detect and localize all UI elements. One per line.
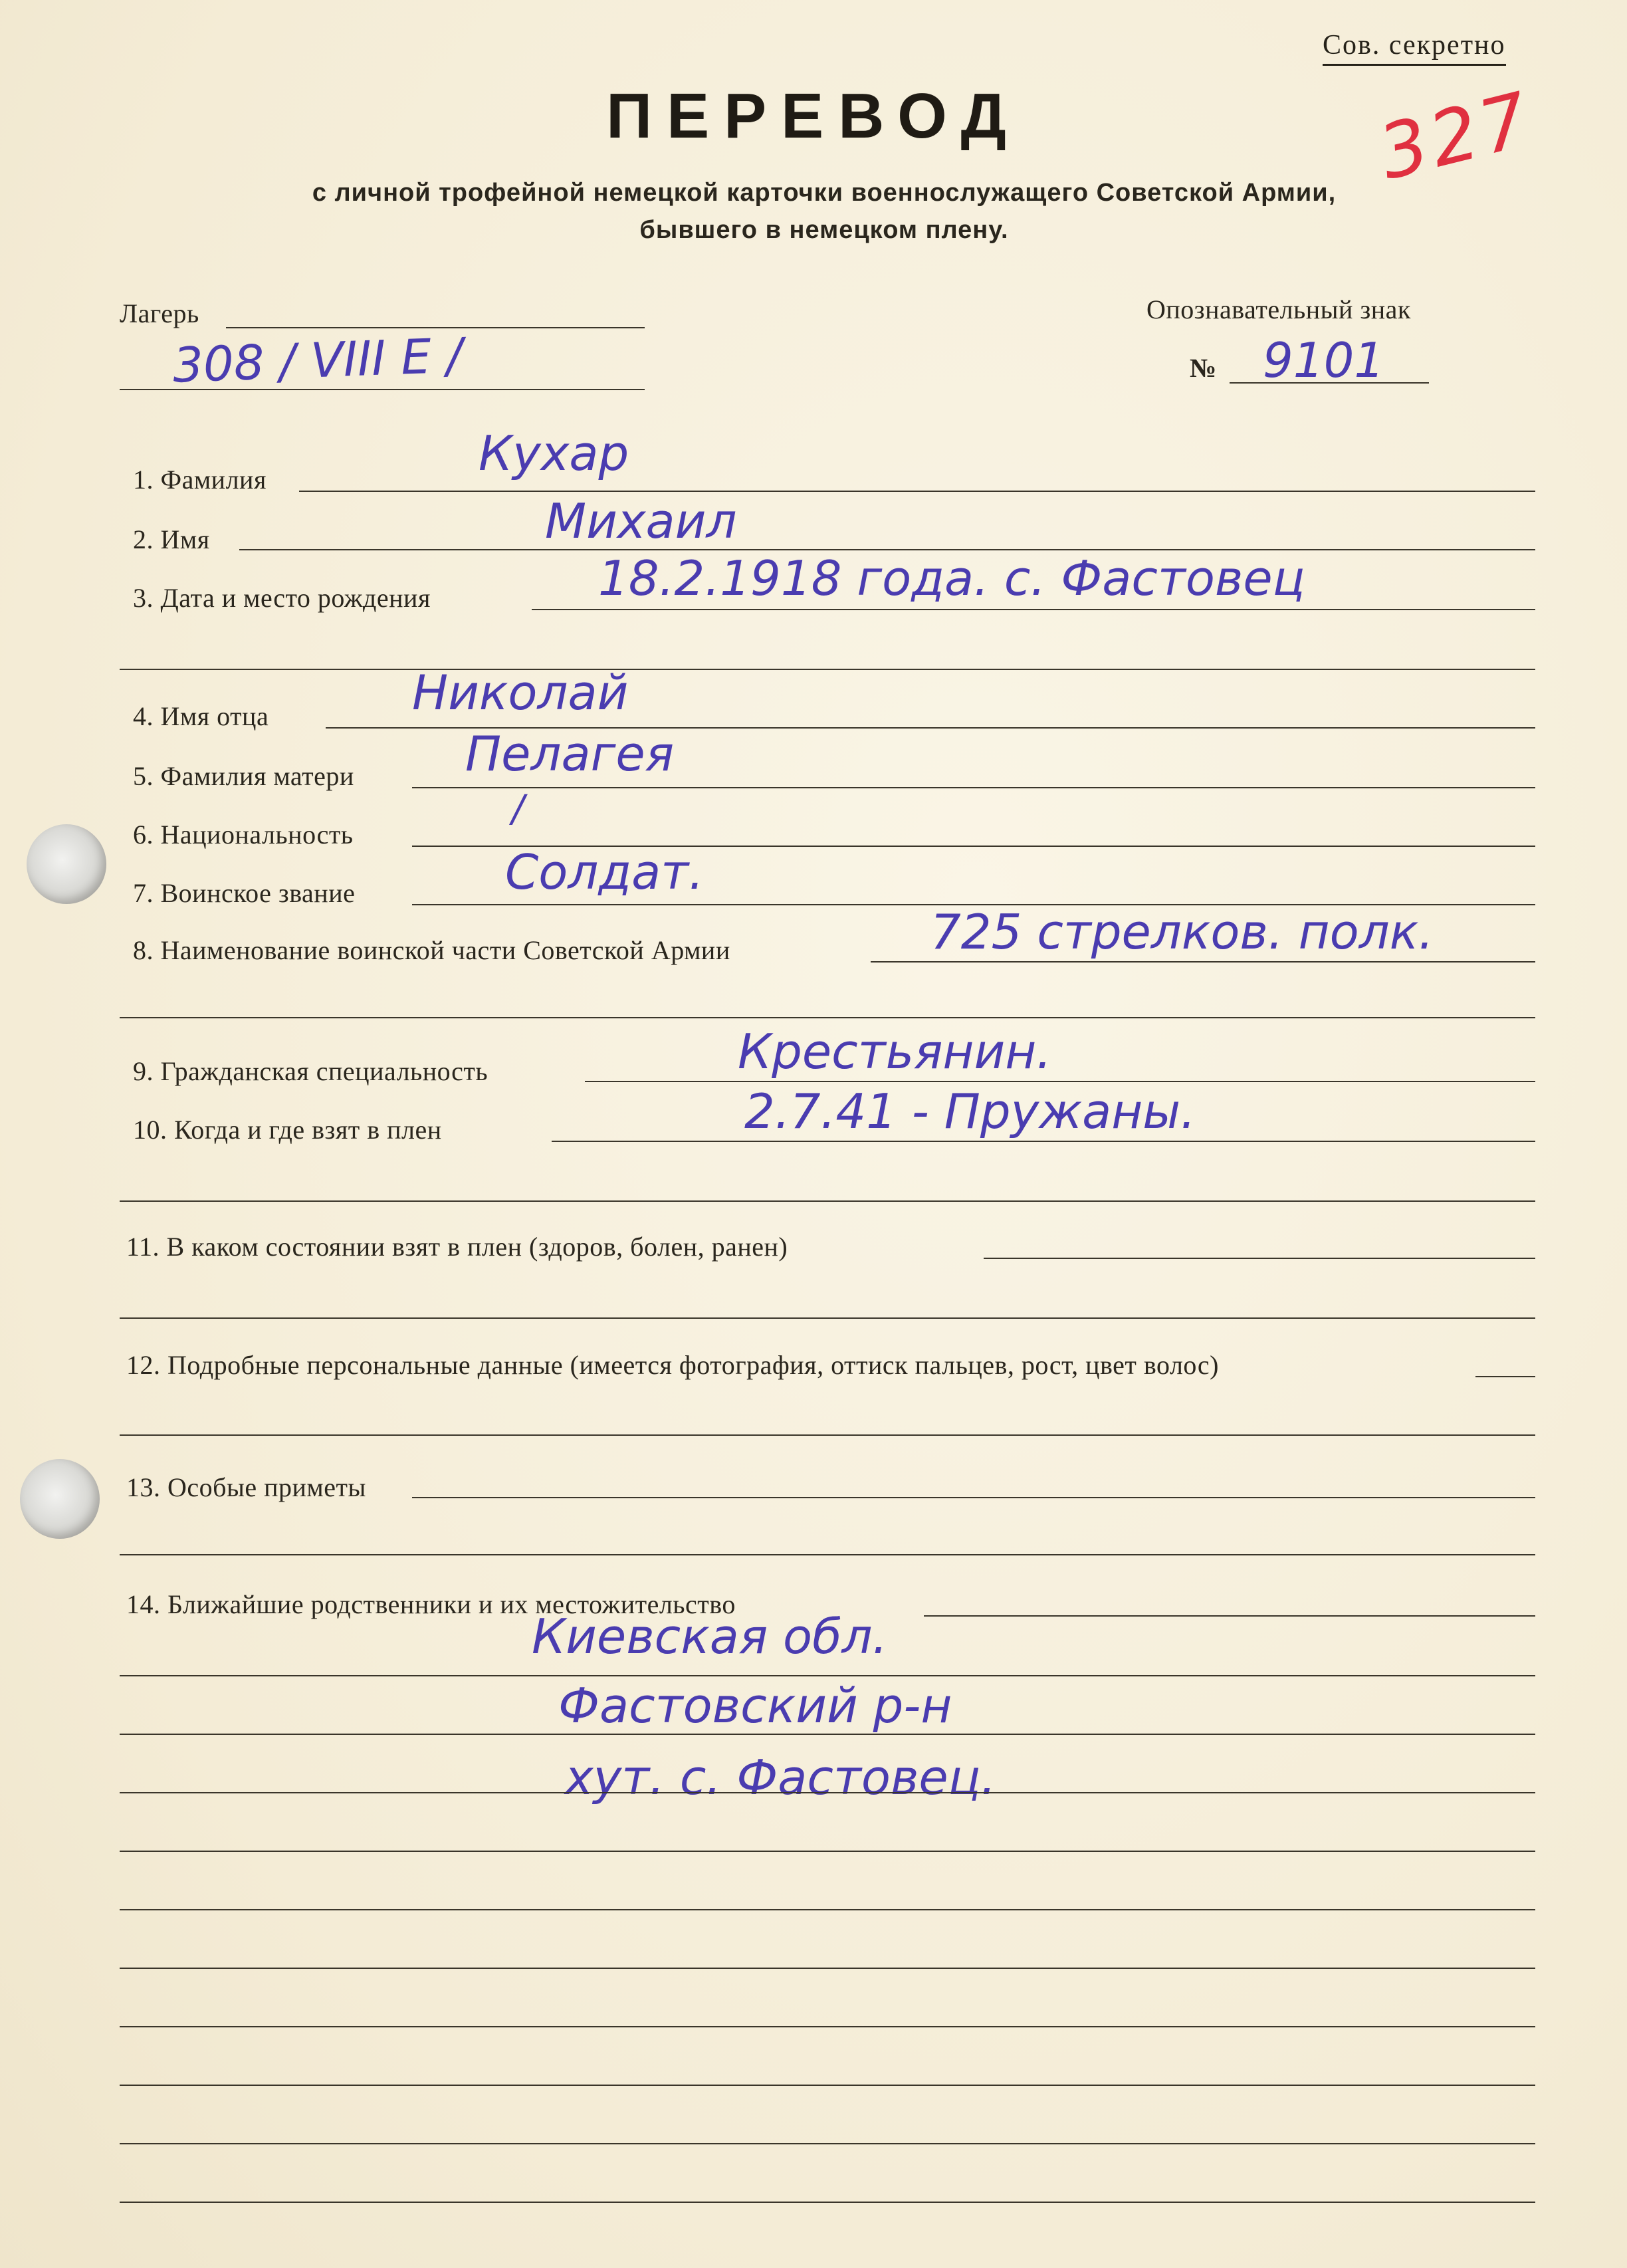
field-line (120, 1968, 1535, 1969)
father-name-value: Николай (412, 665, 629, 721)
field-line (412, 1497, 1535, 1498)
field-label: 7. Воинское звание (133, 878, 356, 908)
subtitle-line: с личной трофейной немецкой карточки военнослужащего Советской Армии, (312, 179, 1337, 207)
relatives-line: хут. с. Фастовец. (565, 1750, 996, 1805)
field-line (585, 1081, 1535, 1082)
field-line (120, 669, 1535, 670)
mother-name-value: Пелагея (465, 726, 675, 782)
field-label: 4. Имя отца (133, 701, 269, 731)
relatives-line: Фастовский р-н (558, 1678, 952, 1734)
field-line (552, 1141, 1535, 1142)
handwritten-number: 327 (1370, 75, 1542, 197)
field-label: 3. Дата и место рождения (133, 583, 431, 613)
camp-label: Лагерь (120, 298, 199, 328)
field-line (532, 609, 1535, 610)
field-line (120, 1909, 1535, 1910)
field-label: 1. Фамилия (133, 465, 267, 495)
field-label: 9. Гражданская специальность (133, 1056, 488, 1086)
tag-label: Опознавательный знак (1146, 294, 1411, 324)
classification-stamp: Сов. секретно (1323, 29, 1506, 66)
first-name-value: Михаил (545, 493, 737, 549)
document-title: ПЕРЕВОД (606, 80, 1021, 152)
field-line (120, 1317, 1535, 1319)
nationality-value: / (512, 788, 524, 831)
field-line (120, 1434, 1535, 1436)
field-line (120, 1554, 1535, 1555)
field-line (984, 1258, 1535, 1259)
camp-value: 308 / VIII E / (171, 327, 464, 394)
field-label: 12. Подробные персональные данные (имеется фотография, оттиск пальцев, рост, цвет волос) (126, 1350, 1219, 1380)
field-label: 5. Фамилия матери (133, 761, 354, 791)
surname-value: Кухар (479, 425, 629, 481)
field-line (120, 1200, 1535, 1202)
field-line (120, 1792, 1535, 1793)
field-line (120, 1675, 1535, 1676)
document-subtitle (199, 174, 1449, 249)
field-line (120, 2202, 1535, 2203)
civil-profession-value: Крестьянин. (738, 1024, 1052, 1079)
field-label: 11. В каком состоянии взят в плен (здоров, болен, ранен) (126, 1232, 788, 1262)
field-label: 8. Наименование воинской части Советской Армии (133, 935, 730, 965)
field-line (412, 787, 1535, 788)
field-line (1475, 1376, 1535, 1377)
rank-value: Солдат. (505, 844, 705, 900)
capture-value: 2.7.41 - Пружаны. (744, 1083, 1196, 1139)
field-line (871, 961, 1535, 963)
field-line (924, 1615, 1535, 1617)
punch-hole (27, 824, 106, 904)
tag-number-label: № (1190, 353, 1217, 383)
field-line (120, 1734, 1535, 1735)
field-line (120, 2143, 1535, 2144)
punch-hole (20, 1459, 100, 1539)
field-label: 2. Имя (133, 524, 210, 554)
field-line (120, 1017, 1535, 1018)
tag-value: 9101 (1263, 332, 1385, 388)
subtitle-line: бывшего в немецком плену. (639, 216, 1009, 244)
field-line (120, 2085, 1535, 2086)
field-label: 14. Ближайшие родственники и их местожительство (126, 1589, 736, 1619)
field-label: 6. Национальность (133, 820, 354, 850)
field-label: 13. Особые приметы (126, 1472, 366, 1502)
birth-value: 18.2.1918 года. с. Фастовец (598, 550, 1305, 606)
field-label: 10. Когда и где взят в плен (133, 1115, 442, 1145)
military-unit-value: 725 стрелков. полк. (930, 904, 1434, 960)
relatives-line: Киевская обл. (532, 1609, 888, 1664)
field-line (299, 491, 1535, 492)
field-line (120, 1851, 1535, 1852)
field-line (120, 2026, 1535, 2027)
